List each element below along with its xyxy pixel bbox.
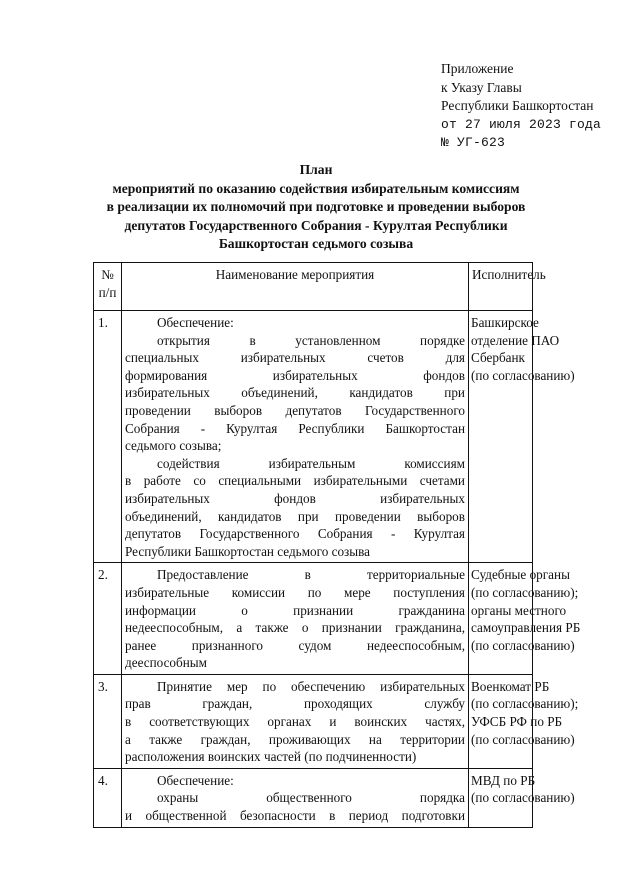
row-number: 2. [94, 563, 122, 675]
activity-line: Собрания - Курултая Республики Башкортостан [125, 420, 465, 436]
row-executor [469, 768, 575, 827]
activity-line: ранее признанного судом недееспособным, [125, 637, 465, 653]
title-line-5: Башкортостан седьмого созыва [218, 236, 414, 251]
row-number: 3. [94, 674, 122, 768]
annex-line-3: Республики Башкортостан [441, 98, 594, 114]
header-number-line1: № [101, 267, 114, 282]
activity-line: объединений, кандидатов при проведении выборов [125, 508, 465, 524]
row-activity [122, 311, 469, 563]
executor-line: самоуправления РБ [471, 620, 581, 636]
executor-line: (по согласованию) [471, 637, 575, 653]
table-row [94, 768, 533, 827]
executor-line: Судебные органы [471, 567, 570, 583]
activity-line: седьмого созыва; [125, 438, 222, 454]
row-number: 1. [94, 311, 122, 563]
annex-date: от 27 июля 2023 года [441, 116, 602, 132]
executor-line: Башкирское [471, 315, 539, 330]
activity-line: в работе со специальными избирательными счетами [125, 473, 465, 489]
executor-line: органы местного [471, 602, 567, 618]
executor-line: Сбербанк [471, 350, 525, 366]
activity-line: а также граждан, проживающих на территории [125, 731, 465, 747]
activity-line: Принятие мер по обеспечению избирательных [157, 678, 465, 694]
executor-line: УФСБ РФ по РБ [471, 714, 563, 730]
table-header-row [94, 263, 533, 311]
activity-line: дееспособным [125, 655, 207, 671]
table-row [94, 563, 533, 675]
activity-line: прав граждан, проходящих службу [125, 696, 465, 712]
plan-table [93, 262, 581, 828]
executor-line: отделение ПАО [471, 332, 560, 348]
title-line-3: в реализации их полномочий при подготовке и проведении выборов [106, 199, 526, 214]
activity-line: Республики Башкортостан седьмого созыва [125, 543, 371, 559]
table-row [94, 311, 533, 563]
row-activity [122, 674, 469, 768]
annex-number: № УГ-623 [441, 135, 506, 151]
activity-line: депутатов Государственного Собрания - Курултая [125, 526, 465, 542]
activity-line: избирательных фондов избирательных [125, 490, 465, 506]
annex-line-1: Приложение [441, 61, 514, 76]
row-activity [122, 768, 469, 827]
activity-line: избирательные комиссии по мере поступления [125, 584, 465, 600]
activity-line: недееспособным, а также о признании гражданина, [125, 620, 465, 636]
activity-line: открытия в установленном порядке [157, 332, 465, 348]
header-name: Наименование мероприятия [122, 263, 469, 311]
executor-line: (по согласованию); [471, 696, 579, 712]
activity-line: Обеспечение: [157, 772, 234, 788]
executor-line: (по согласованию) [471, 731, 575, 747]
row-executor [469, 563, 581, 675]
annex-line-2: к Указу Главы [441, 79, 522, 95]
row-executor [469, 311, 575, 563]
row-number: 4. [94, 768, 122, 827]
executor-line: Военкомат РБ [471, 678, 550, 694]
header-executor: Исполнитель [469, 263, 533, 311]
title-line-4: депутатов Государственного Собрания - Курултая Республики [124, 217, 508, 233]
title-line-1: План [299, 162, 333, 177]
activity-line: расположения воинских частей (по подчиненности) [125, 749, 417, 765]
activity-line: избирательных объединений, кандидатов при [125, 385, 465, 401]
activity-line: и общественной безопасности в период подготовки [125, 808, 465, 824]
row-executor [469, 674, 579, 768]
activity-line: охраны общественного порядка [157, 790, 465, 806]
activity-line: Обеспечение: [157, 315, 234, 330]
table-row [94, 674, 533, 768]
executor-line: (по согласованию); [471, 584, 579, 600]
document-title [100, 161, 532, 254]
executor-line: МВД по РБ [471, 772, 536, 788]
activity-line: Предоставление в территориальные [157, 567, 465, 583]
annex-block [441, 60, 601, 153]
title-line-2: мероприятий по оказанию содействия избирательным комиссиям [112, 180, 520, 196]
executor-line: (по согласованию) [471, 790, 575, 806]
header-number [94, 263, 122, 311]
activity-line: в соответствующих органах и воинских частях, [125, 714, 465, 730]
executor-line: (по согласованию) [471, 367, 575, 383]
header-number-line2: п/п [98, 285, 117, 300]
activity-line: информации о признании гражданина [125, 602, 465, 618]
activity-line: формирования избирательных фондов [125, 367, 465, 383]
activity-line: содействия избирательным комиссиям [157, 455, 465, 471]
activity-line: проведении выборов депутатов Государственного [125, 402, 465, 418]
activity-line: специальных избирательных счетов для [125, 350, 465, 366]
row-activity [122, 563, 469, 675]
